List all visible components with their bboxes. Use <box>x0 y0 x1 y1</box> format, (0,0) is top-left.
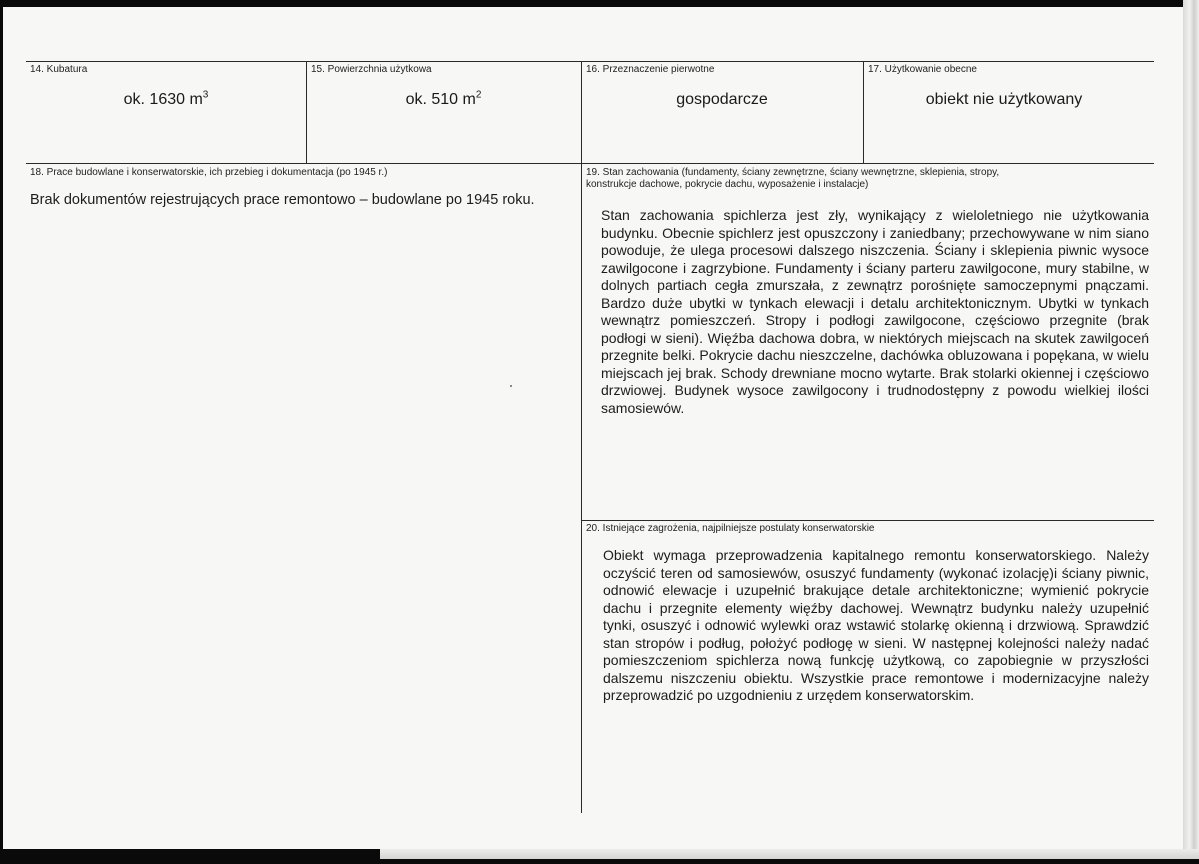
field-19-label-line2: konstrukcje dachowe, pokrycie dachu, wyposażenie i instalacje) <box>586 179 869 190</box>
form-sheet <box>3 7 1192 859</box>
scan-speck <box>510 385 512 387</box>
field-20-label: 20. Istniejące zagrożenia, najpilniejsze postulaty konserwatorskie <box>586 523 875 534</box>
field-16-label: 16. Przeznaczenie pierwotne <box>586 64 715 75</box>
paper-edge-right <box>1183 0 1199 864</box>
field-14-value <box>26 91 306 109</box>
rule-row1-bottom <box>26 163 1154 164</box>
field-17-value: obiekt nie użytkowany <box>925 91 1083 108</box>
rule-top <box>26 61 1154 62</box>
rule-f20-top <box>581 520 1154 521</box>
area-unit-superscript: 2 <box>475 89 482 101</box>
field-14-label: 14. Kubatura <box>30 64 88 75</box>
field-18-label: 18. Prace budowlane i konserwatorskie, ich przebieg i dokumentacja (po 1945 r.) <box>30 167 388 178</box>
divider-15-16 <box>581 61 582 163</box>
field-19-label-line1: 19. Stan zachowania (fundamenty, ściany zewnętrzne, ściany wewnętrzne, sklepienia, stropy, <box>586 167 1000 178</box>
field-15-value <box>306 91 581 109</box>
field-15-label: 15. Powierzchnia użytkowa <box>311 64 432 75</box>
divider-16-17 <box>863 61 864 163</box>
field-16-value: gospodarcze <box>676 91 768 108</box>
field-19-text: Stan zachowania spichlerza jest zły, wynikający z wieloletniego nie użytkowania budynku. Obecnie spichlerz jest opuszczony i zaniedbany; przechowywane w nim siano powoduje, że ulega procesowi dalszego niszczenia. Ściany i sklepienia piwnic wysoce zawilgocone i zagrzybione. Fundamenty i ściany parteru zawilgocone, mury stabilne, w dolnych partiach cegła zmurszała, z zewnątrz porośnięte samoczepnymi pnączami. Bardzo duże ubytki w tynkach elewacji i detalu architektonicznym. Ubytki w tynkach wewnątrz pomieszczeń. Stropy i podłogi zawilgocone, częściowo przegnite (brak podłogi w sieni). Więźba dachowa dobra, w niektórych miejscach na skutek zawilgoceń przegnite belki. Pokrycie dachu nieszczelne, dachówka obluzowana i popękana, w wielu miejscach jej brak. Schody drewniane mocno wytarte. Brak stolarki okiennej i częściowo drzwiowej. Budynek wysoce zawilgocony i trudnodostępny z powodu wielkiej ilości samosiewów. <box>601 207 1149 416</box>
divider-left-right <box>581 163 582 813</box>
area-text: ok. 510 m <box>405 91 476 108</box>
volume-unit-superscript: 3 <box>202 89 209 101</box>
volume-text: ok. 1630 m <box>123 91 203 108</box>
paper-edge-bottom <box>0 849 1199 864</box>
field-17-label: 17. Użytkowanie obecne <box>868 64 977 75</box>
field-18-text: Brak dokumentów rejestrujących prace remontowo – budowlane po 1945 roku. <box>30 192 535 208</box>
divider-14-15 <box>306 61 307 163</box>
paper-edge-strip <box>380 849 1199 859</box>
field-20-text: Obiekt wymaga przeprowadzenia kapitalnego remontu konserwatorskiego. Należy oczyścić teren od samosiewów, osuszyć fundamenty (wykonać izolację)i ściany piwnic, odnowić elewacje i uzupełnić brakujące detale architektoniczne; wymienić pokrycie dachu i przegnite elementy więźby dachowej. Wewnątrz budynku należy uzupełnić tynki, osuszyć i odnowić wylewki oraz wstawić stolarkę okienną i drzwiową. Sprawdzić stan stropów i podług, położyć podłogę w sieni. W następnej kolejności należy nadać pomieszczeniom spichlerza nową funkcję użytkową, co zapobiegnie w przyszłości dalszemu niszczeniu obiektu. Wszystkie prace remontowe i modernizacyjne należy przeprowadzić po uzgodnieniu z urzędem konserwatorskim. <box>603 547 1149 703</box>
